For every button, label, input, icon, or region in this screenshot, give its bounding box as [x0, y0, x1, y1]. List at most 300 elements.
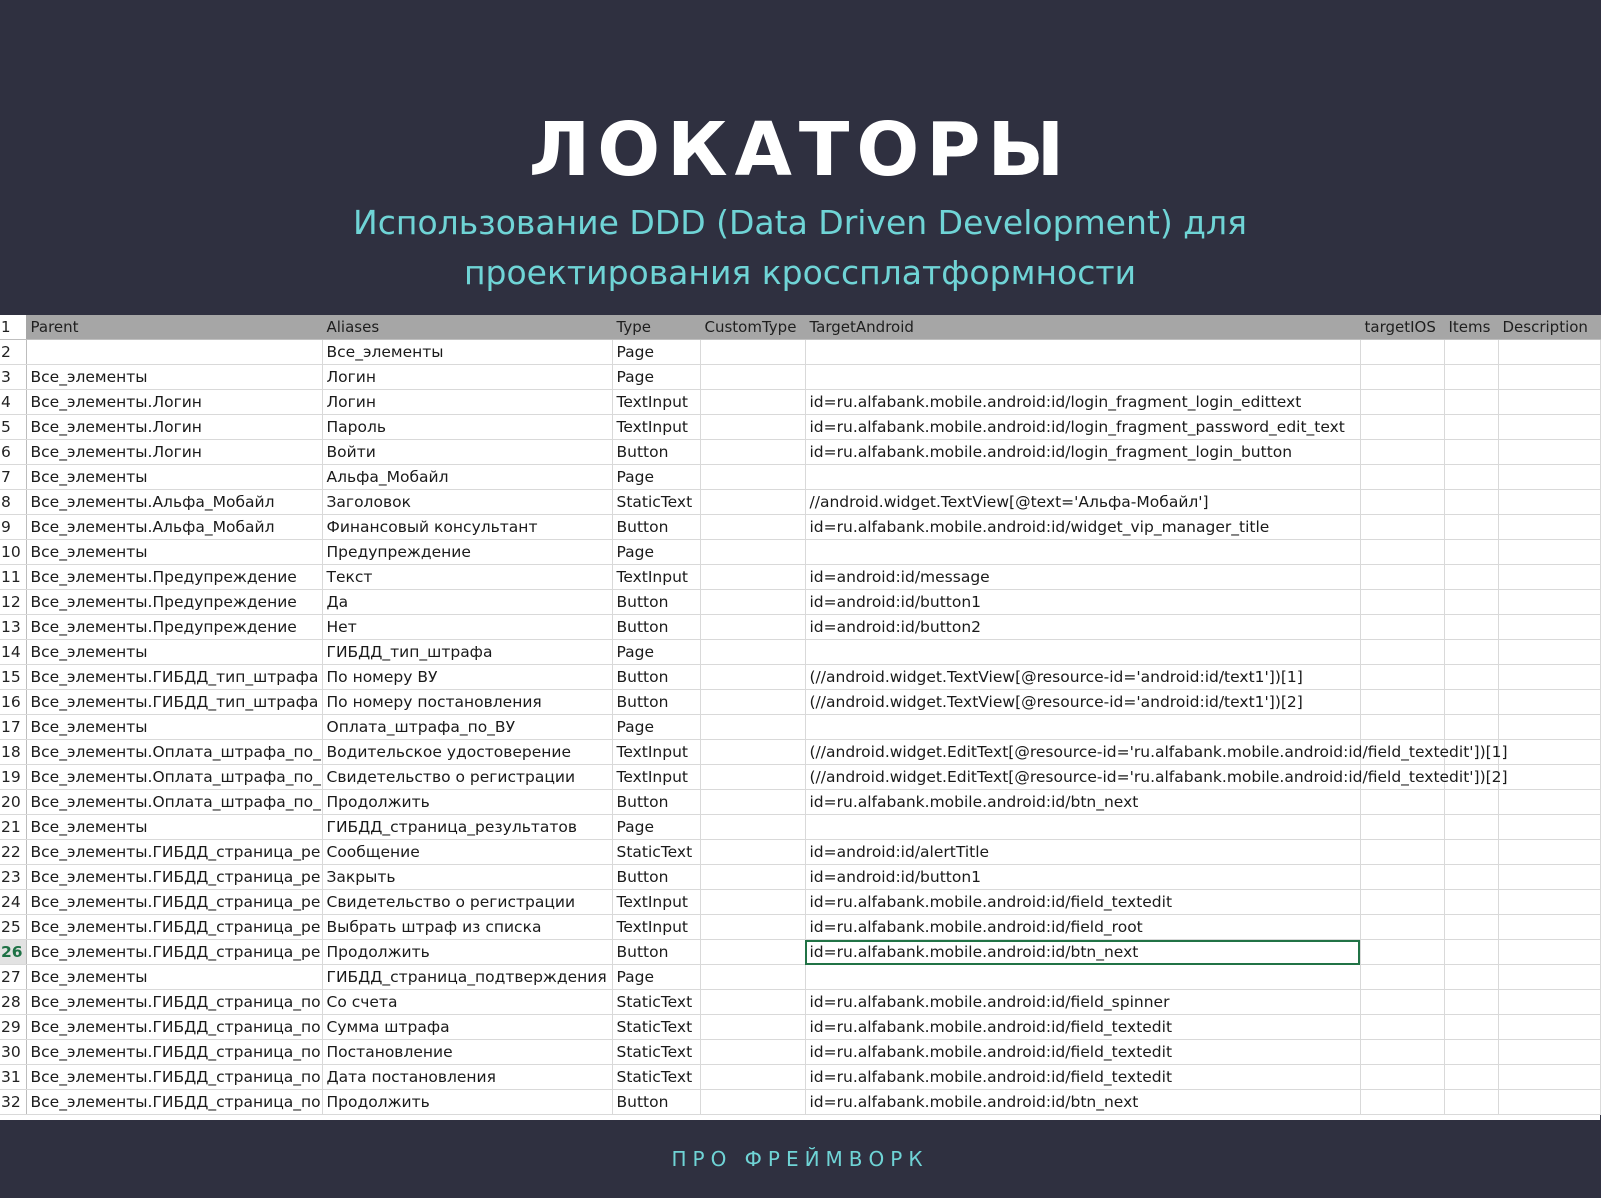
cell-description[interactable]	[1498, 1090, 1600, 1115]
cell-type[interactable]: Page	[612, 465, 700, 490]
row-number[interactable]: 16	[0, 690, 26, 715]
column-header-customtype[interactable]: CustomType	[700, 315, 805, 340]
cell-targetios[interactable]	[1360, 690, 1444, 715]
row-number[interactable]: 9	[0, 515, 26, 540]
row-number[interactable]: 32	[0, 1090, 26, 1115]
cell-items[interactable]	[1444, 415, 1498, 440]
row-number[interactable]: 22	[0, 840, 26, 865]
cell-aliases[interactable]: Дата постановления	[322, 1065, 612, 1090]
cell-targetios[interactable]	[1360, 790, 1444, 815]
cell-type[interactable]: StaticText	[612, 1065, 700, 1090]
cell-targetios[interactable]	[1360, 1065, 1444, 1090]
cell-targetandroid[interactable]: id=android:id/button2	[805, 615, 1360, 640]
cell-description[interactable]	[1498, 340, 1600, 365]
cell-type[interactable]: StaticText	[612, 840, 700, 865]
cell-targetios[interactable]	[1360, 1090, 1444, 1115]
cell-parent[interactable]	[26, 340, 322, 365]
row-number[interactable]: 23	[0, 865, 26, 890]
cell-targetandroid[interactable]	[805, 815, 1360, 840]
row-number[interactable]: 21	[0, 815, 26, 840]
cell-aliases[interactable]: По номеру ВУ	[322, 665, 612, 690]
cell-items[interactable]	[1444, 840, 1498, 865]
cell-description[interactable]	[1498, 740, 1600, 765]
cell-customtype[interactable]	[700, 740, 805, 765]
cell-parent[interactable]: Все_элементы.Предупреждение	[26, 615, 322, 640]
cell-customtype[interactable]	[700, 640, 805, 665]
cell-parent[interactable]: Все_элементы.Предупреждение	[26, 565, 322, 590]
row-number[interactable]: 1	[0, 315, 26, 340]
cell-customtype[interactable]	[700, 465, 805, 490]
cell-type[interactable]: Button	[612, 615, 700, 640]
row-number[interactable]: 18	[0, 740, 26, 765]
cell-description[interactable]	[1498, 790, 1600, 815]
row-number[interactable]: 20	[0, 790, 26, 815]
cell-description[interactable]	[1498, 865, 1600, 890]
cell-targetandroid[interactable]: id=ru.alfabank.mobile.android:id/btn_next	[805, 1090, 1360, 1115]
cell-customtype[interactable]	[700, 365, 805, 390]
cell-customtype[interactable]	[700, 915, 805, 940]
cell-targetandroid[interactable]: id=android:id/button1	[805, 865, 1360, 890]
cell-aliases[interactable]: Нет	[322, 615, 612, 640]
cell-parent[interactable]: Все_элементы.Оплата_штрафа_по_	[26, 740, 322, 765]
cell-aliases[interactable]: Логин	[322, 390, 612, 415]
cell-targetios[interactable]	[1360, 815, 1444, 840]
cell-items[interactable]	[1444, 715, 1498, 740]
cell-targetios[interactable]	[1360, 465, 1444, 490]
cell-targetandroid[interactable]	[805, 465, 1360, 490]
cell-items[interactable]	[1444, 590, 1498, 615]
cell-targetios[interactable]	[1360, 590, 1444, 615]
cell-items[interactable]	[1444, 865, 1498, 890]
cell-targetandroid[interactable]	[805, 715, 1360, 740]
cell-description[interactable]	[1498, 640, 1600, 665]
cell-parent[interactable]: Все_элементы.Оплата_штрафа_по_	[26, 790, 322, 815]
cell-parent[interactable]: Все_элементы.Логин	[26, 390, 322, 415]
cell-aliases[interactable]: ГИБДД_тип_штрафа	[322, 640, 612, 665]
cell-items[interactable]	[1444, 440, 1498, 465]
column-header-aliases[interactable]: Aliases	[322, 315, 612, 340]
cell-parent[interactable]: Все_элементы.Альфа_Мобайл	[26, 515, 322, 540]
row-number[interactable]: 14	[0, 640, 26, 665]
cell-description[interactable]	[1498, 965, 1600, 990]
cell-targetandroid[interactable]: (//android.widget.TextView[@resource-id='android:id/text1'])[1]	[805, 665, 1360, 690]
cell-aliases[interactable]: Продолжить	[322, 1090, 612, 1115]
cell-parent[interactable]: Все_элементы	[26, 465, 322, 490]
cell-targetandroid[interactable]	[805, 340, 1360, 365]
cell-type[interactable]: Button	[612, 665, 700, 690]
cell-type[interactable]: TextInput	[612, 565, 700, 590]
cell-type[interactable]: Button	[612, 865, 700, 890]
cell-targetios[interactable]	[1360, 340, 1444, 365]
cell-targetios[interactable]	[1360, 965, 1444, 990]
table-row	[0, 990, 1600, 1015]
cell-targetios[interactable]	[1360, 715, 1444, 740]
cell-targetandroid[interactable]: id=ru.alfabank.mobile.android:id/field_root	[805, 915, 1360, 940]
cell-targetandroid[interactable]	[805, 965, 1360, 990]
row-number[interactable]: 24	[0, 890, 26, 915]
cell-targetios[interactable]	[1360, 515, 1444, 540]
cell-parent[interactable]: Все_элементы	[26, 715, 322, 740]
column-header-type[interactable]: Type	[612, 315, 700, 340]
row-number[interactable]: 27	[0, 965, 26, 990]
cell-parent[interactable]: Все_элементы.Логин	[26, 415, 322, 440]
cell-targetios[interactable]	[1360, 665, 1444, 690]
cell-targetios[interactable]	[1360, 1015, 1444, 1040]
cell-type[interactable]: Page	[612, 715, 700, 740]
cell-parent[interactable]: Все_элементы.ГИБДД_страница_по	[26, 1040, 322, 1065]
cell-targetios[interactable]	[1360, 390, 1444, 415]
row-number[interactable]: 15	[0, 665, 26, 690]
table-row	[0, 365, 1600, 390]
cell-aliases[interactable]: Закрыть	[322, 865, 612, 890]
cell-type[interactable]: StaticText	[612, 490, 700, 515]
row-number[interactable]: 5	[0, 415, 26, 440]
cell-aliases[interactable]: ГИБДД_страница_результатов	[322, 815, 612, 840]
cell-targetandroid[interactable]: id=ru.alfabank.mobile.android:id/btn_next	[805, 940, 1360, 965]
cell-aliases[interactable]: Да	[322, 590, 612, 615]
row-number[interactable]: 31	[0, 1065, 26, 1090]
spreadsheet	[0, 315, 1600, 1120]
cell-customtype[interactable]	[700, 715, 805, 740]
column-header-parent[interactable]: Parent	[26, 315, 322, 340]
cell-customtype[interactable]	[700, 590, 805, 615]
cell-items[interactable]	[1444, 990, 1498, 1015]
cell-customtype[interactable]	[700, 940, 805, 965]
cell-items[interactable]	[1444, 515, 1498, 540]
cell-customtype[interactable]	[700, 1090, 805, 1115]
cell-description[interactable]	[1498, 715, 1600, 740]
cell-parent[interactable]: Все_элементы.ГИБДД_страница_по	[26, 990, 322, 1015]
cell-aliases[interactable]: ГИБДД_страница_подтверждения	[322, 965, 612, 990]
cell-customtype[interactable]	[700, 890, 805, 915]
cell-customtype[interactable]	[700, 965, 805, 990]
cell-items[interactable]	[1444, 465, 1498, 490]
cell-aliases[interactable]: Сумма штрафа	[322, 1015, 612, 1040]
cell-items[interactable]	[1444, 665, 1498, 690]
cell-type[interactable]: Page	[612, 815, 700, 840]
table-row	[0, 340, 1600, 365]
table-row	[0, 640, 1600, 665]
cell-aliases[interactable]: Свидетельство о регистрации	[322, 890, 612, 915]
cell-customtype[interactable]	[700, 1015, 805, 1040]
cell-parent[interactable]: Все_элементы.ГИБДД_страница_по	[26, 1015, 322, 1040]
cell-description[interactable]	[1498, 990, 1600, 1015]
cell-type[interactable]: Button	[612, 440, 700, 465]
cell-customtype[interactable]	[700, 490, 805, 515]
cell-type[interactable]: TextInput	[612, 415, 700, 440]
cell-description[interactable]	[1498, 465, 1600, 490]
cell-parent[interactable]: Все_элементы	[26, 815, 322, 840]
cell-customtype[interactable]	[700, 1040, 805, 1065]
cell-type[interactable]: Button	[612, 940, 700, 965]
cell-parent[interactable]: Все_элементы.Предупреждение	[26, 590, 322, 615]
cell-description[interactable]	[1498, 365, 1600, 390]
cell-type[interactable]: TextInput	[612, 765, 700, 790]
cell-items[interactable]	[1444, 1090, 1498, 1115]
row-number[interactable]: 2	[0, 340, 26, 365]
cell-targetandroid[interactable]: id=ru.alfabank.mobile.android:id/field_textedit	[805, 1015, 1360, 1040]
cell-customtype[interactable]	[700, 815, 805, 840]
cell-items[interactable]	[1444, 1040, 1498, 1065]
cell-description[interactable]	[1498, 940, 1600, 965]
cell-targetios[interactable]	[1360, 990, 1444, 1015]
cell-targetios[interactable]	[1360, 915, 1444, 940]
table-row	[0, 790, 1600, 815]
cell-description[interactable]	[1498, 490, 1600, 515]
cell-items[interactable]	[1444, 890, 1498, 915]
column-header-targetios[interactable]: targetIOS	[1360, 315, 1444, 340]
cell-items[interactable]	[1444, 340, 1498, 365]
cell-parent[interactable]: Все_элементы.Альфа_Мобайл	[26, 490, 322, 515]
cell-type[interactable]: Page	[612, 365, 700, 390]
cell-items[interactable]	[1444, 965, 1498, 990]
cell-description[interactable]	[1498, 565, 1600, 590]
cell-targetandroid[interactable]: id=ru.alfabank.mobile.android:id/field_textedit	[805, 1065, 1360, 1090]
cell-type[interactable]: Button	[612, 1090, 700, 1115]
cell-aliases[interactable]: Оплата_штрафа_по_ВУ	[322, 715, 612, 740]
header-row	[0, 315, 1600, 340]
row-number[interactable]: 10	[0, 540, 26, 565]
row-number[interactable]: 13	[0, 615, 26, 640]
row-number[interactable]: 28	[0, 990, 26, 1015]
column-header-description[interactable]: Description	[1498, 315, 1600, 340]
cell-items[interactable]	[1444, 615, 1498, 640]
cell-items[interactable]	[1444, 565, 1498, 590]
cell-items[interactable]	[1444, 540, 1498, 565]
cell-aliases[interactable]: Продолжить	[322, 790, 612, 815]
cell-aliases[interactable]: Свидетельство о регистрации	[322, 765, 612, 790]
cell-parent[interactable]: Все_элементы.ГИБДД_тип_штрафа	[26, 665, 322, 690]
cell-targetios[interactable]	[1360, 540, 1444, 565]
cell-description[interactable]	[1498, 540, 1600, 565]
cell-type[interactable]: Page	[612, 340, 700, 365]
cell-type[interactable]: Page	[612, 540, 700, 565]
cell-aliases[interactable]: Финансовый консультант	[322, 515, 612, 540]
cell-items[interactable]	[1444, 365, 1498, 390]
column-header-targetandroid[interactable]: TargetAndroid	[805, 315, 1360, 340]
cell-targetios[interactable]	[1360, 565, 1444, 590]
cell-targetandroid[interactable]	[805, 365, 1360, 390]
cell-description[interactable]	[1498, 915, 1600, 940]
cell-targetios[interactable]	[1360, 440, 1444, 465]
cell-targetios[interactable]	[1360, 615, 1444, 640]
cell-customtype[interactable]	[700, 865, 805, 890]
cell-description[interactable]	[1498, 390, 1600, 415]
column-header-items[interactable]: Items	[1444, 315, 1498, 340]
cell-aliases[interactable]: Пароль	[322, 415, 612, 440]
row-number[interactable]: 30	[0, 1040, 26, 1065]
cell-aliases[interactable]: Текст	[322, 565, 612, 590]
cell-type[interactable]: Page	[612, 640, 700, 665]
row-number[interactable]: 4	[0, 390, 26, 415]
cell-customtype[interactable]	[700, 690, 805, 715]
cell-type[interactable]: Button	[612, 790, 700, 815]
cell-parent[interactable]: Все_элементы	[26, 640, 322, 665]
cell-description[interactable]	[1498, 690, 1600, 715]
cell-parent[interactable]: Все_элементы.ГИБДД_страница_по	[26, 1065, 322, 1090]
cell-targetios[interactable]	[1360, 865, 1444, 890]
cell-aliases[interactable]: Предупреждение	[322, 540, 612, 565]
cell-parent[interactable]: Все_элементы.ГИБДД_страница_по	[26, 1090, 322, 1115]
cell-description[interactable]	[1498, 515, 1600, 540]
cell-items[interactable]	[1444, 1065, 1498, 1090]
cell-parent[interactable]: Все_элементы	[26, 540, 322, 565]
cell-type[interactable]: Button	[612, 690, 700, 715]
cell-items[interactable]	[1444, 1015, 1498, 1040]
cell-targetandroid[interactable]: id=ru.alfabank.mobile.android:id/login_fragment_login_edittext	[805, 390, 1360, 415]
cell-items[interactable]	[1444, 915, 1498, 940]
cell-targetios[interactable]	[1360, 490, 1444, 515]
cell-parent[interactable]: Все_элементы	[26, 965, 322, 990]
cell-targetandroid[interactable]: id=android:id/alertTitle	[805, 840, 1360, 865]
table-row	[0, 1015, 1600, 1040]
cell-aliases[interactable]: Постановление	[322, 1040, 612, 1065]
row-number[interactable]: 6	[0, 440, 26, 465]
cell-customtype[interactable]	[700, 840, 805, 865]
cell-customtype[interactable]	[700, 515, 805, 540]
cell-items[interactable]	[1444, 790, 1498, 815]
cell-description[interactable]	[1498, 1015, 1600, 1040]
cell-aliases[interactable]: Войти	[322, 440, 612, 465]
cell-parent[interactable]: Все_элементы	[26, 365, 322, 390]
cell-parent[interactable]: Все_элементы.ГИБДД_страница_ре	[26, 940, 322, 965]
cell-customtype[interactable]	[700, 540, 805, 565]
table-row	[0, 815, 1600, 840]
row-number[interactable]: 12	[0, 590, 26, 615]
cell-targetandroid[interactable]: //android.widget.TextView[@text='Альфа-Мобайл']	[805, 490, 1360, 515]
table-row	[0, 615, 1600, 640]
row-number[interactable]: 8	[0, 490, 26, 515]
cell-description[interactable]	[1498, 1040, 1600, 1065]
cell-description[interactable]	[1498, 615, 1600, 640]
row-number[interactable]: 26	[0, 940, 26, 965]
row-number[interactable]: 19	[0, 765, 26, 790]
row-number[interactable]: 25	[0, 915, 26, 940]
cell-targetios[interactable]	[1360, 940, 1444, 965]
subtitle-line-1: Использование DDD (Data Driven Development) для	[353, 203, 1247, 242]
cell-targetandroid[interactable]: (//android.widget.TextView[@resource-id='android:id/text1'])[2]	[805, 690, 1360, 715]
cell-targetandroid[interactable]: (//android.widget.EditText[@resource-id='ru.alfabank.mobile.android:id/field_textedit'])[1]	[805, 740, 1360, 765]
row-number[interactable]: 17	[0, 715, 26, 740]
cell-targetandroid[interactable]: (//android.widget.EditText[@resource-id='ru.alfabank.mobile.android:id/field_textedit'])[2]	[805, 765, 1360, 790]
cell-type[interactable]: Button	[612, 515, 700, 540]
cell-items[interactable]	[1444, 390, 1498, 415]
cell-type[interactable]: StaticText	[612, 990, 700, 1015]
cell-type[interactable]: TextInput	[612, 890, 700, 915]
cell-description[interactable]	[1498, 440, 1600, 465]
cell-customtype[interactable]	[700, 765, 805, 790]
cell-customtype[interactable]	[700, 390, 805, 415]
cell-parent[interactable]: Все_элементы.ГИБДД_страница_ре	[26, 865, 322, 890]
cell-type[interactable]: TextInput	[612, 390, 700, 415]
row-number[interactable]: 29	[0, 1015, 26, 1040]
cell-description[interactable]	[1498, 840, 1600, 865]
cell-aliases[interactable]: Со счета	[322, 990, 612, 1015]
cell-targetandroid[interactable]	[805, 540, 1360, 565]
cell-targetandroid[interactable]: id=ru.alfabank.mobile.android:id/widget_vip_manager_title	[805, 515, 1360, 540]
cell-description[interactable]	[1498, 1065, 1600, 1090]
cell-type[interactable]: StaticText	[612, 1015, 700, 1040]
cell-customtype[interactable]	[700, 440, 805, 465]
cell-items[interactable]	[1444, 640, 1498, 665]
cell-type[interactable]: TextInput	[612, 740, 700, 765]
cell-items[interactable]	[1444, 815, 1498, 840]
cell-aliases[interactable]: Водительское удостоверение	[322, 740, 612, 765]
cell-targetandroid[interactable]: id=ru.alfabank.mobile.android:id/field_spinner	[805, 990, 1360, 1015]
cell-parent[interactable]: Все_элементы.ГИБДД_страница_ре	[26, 840, 322, 865]
cell-items[interactable]	[1444, 690, 1498, 715]
cell-targetandroid[interactable]: id=android:id/message	[805, 565, 1360, 590]
cell-parent[interactable]: Все_элементы.Логин	[26, 440, 322, 465]
cell-type[interactable]: Button	[612, 590, 700, 615]
cell-type[interactable]: StaticText	[612, 1040, 700, 1065]
cell-customtype[interactable]	[700, 415, 805, 440]
table-row	[0, 390, 1600, 415]
cell-aliases[interactable]: Выбрать штраф из списка	[322, 915, 612, 940]
table-row	[0, 490, 1600, 515]
cell-customtype[interactable]	[700, 990, 805, 1015]
cell-customtype[interactable]	[700, 340, 805, 365]
cell-targetios[interactable]	[1360, 840, 1444, 865]
cell-aliases[interactable]: Продолжить	[322, 940, 612, 965]
cell-description[interactable]	[1498, 890, 1600, 915]
cell-targetandroid[interactable]: id=ru.alfabank.mobile.android:id/field_textedit	[805, 890, 1360, 915]
cell-parent[interactable]: Все_элементы.ГИБДД_страница_ре	[26, 915, 322, 940]
cell-aliases[interactable]: Альфа_Мобайл	[322, 465, 612, 490]
cell-customtype[interactable]	[700, 565, 805, 590]
cell-aliases[interactable]: По номеру постановления	[322, 690, 612, 715]
cell-targetios[interactable]	[1360, 415, 1444, 440]
row-number[interactable]: 3	[0, 365, 26, 390]
cell-targetios[interactable]	[1360, 1040, 1444, 1065]
cell-description[interactable]	[1498, 590, 1600, 615]
table-row	[0, 515, 1600, 540]
cell-targetandroid[interactable]: id=ru.alfabank.mobile.android:id/login_fragment_password_edit_text	[805, 415, 1360, 440]
cell-customtype[interactable]	[700, 615, 805, 640]
cell-type[interactable]: Page	[612, 965, 700, 990]
cell-aliases[interactable]: Заголовок	[322, 490, 612, 515]
table-row	[0, 865, 1600, 890]
cell-parent[interactable]: Все_элементы.ГИБДД_тип_штрафа	[26, 690, 322, 715]
cell-description[interactable]	[1498, 415, 1600, 440]
cell-customtype[interactable]	[700, 665, 805, 690]
cell-targetios[interactable]	[1360, 365, 1444, 390]
cell-items[interactable]	[1444, 490, 1498, 515]
cell-targetios[interactable]	[1360, 640, 1444, 665]
cell-description[interactable]	[1498, 765, 1600, 790]
cell-parent[interactable]: Все_элементы.ГИБДД_страница_ре	[26, 890, 322, 915]
cell-type[interactable]: TextInput	[612, 915, 700, 940]
table-row	[0, 415, 1600, 440]
cell-description[interactable]	[1498, 665, 1600, 690]
cell-aliases[interactable]: Логин	[322, 365, 612, 390]
cell-targetandroid[interactable]: id=ru.alfabank.mobile.android:id/login_fragment_login_button	[805, 440, 1360, 465]
row-number[interactable]: 7	[0, 465, 26, 490]
cell-targetandroid[interactable]: id=ru.alfabank.mobile.android:id/btn_next	[805, 790, 1360, 815]
cell-targetandroid[interactable]: id=ru.alfabank.mobile.android:id/field_textedit	[805, 1040, 1360, 1065]
cell-aliases[interactable]: Все_элементы	[322, 340, 612, 365]
cell-customtype[interactable]	[700, 790, 805, 815]
cell-description[interactable]	[1498, 815, 1600, 840]
row-number[interactable]: 11	[0, 565, 26, 590]
cell-items[interactable]	[1444, 940, 1498, 965]
cell-targetandroid[interactable]: id=android:id/button1	[805, 590, 1360, 615]
cell-targetios[interactable]	[1360, 890, 1444, 915]
cell-customtype[interactable]	[700, 1065, 805, 1090]
cell-parent[interactable]: Все_элементы.Оплата_штрафа_по_	[26, 765, 322, 790]
cell-aliases[interactable]: Сообщение	[322, 840, 612, 865]
cell-targetandroid[interactable]	[805, 640, 1360, 665]
